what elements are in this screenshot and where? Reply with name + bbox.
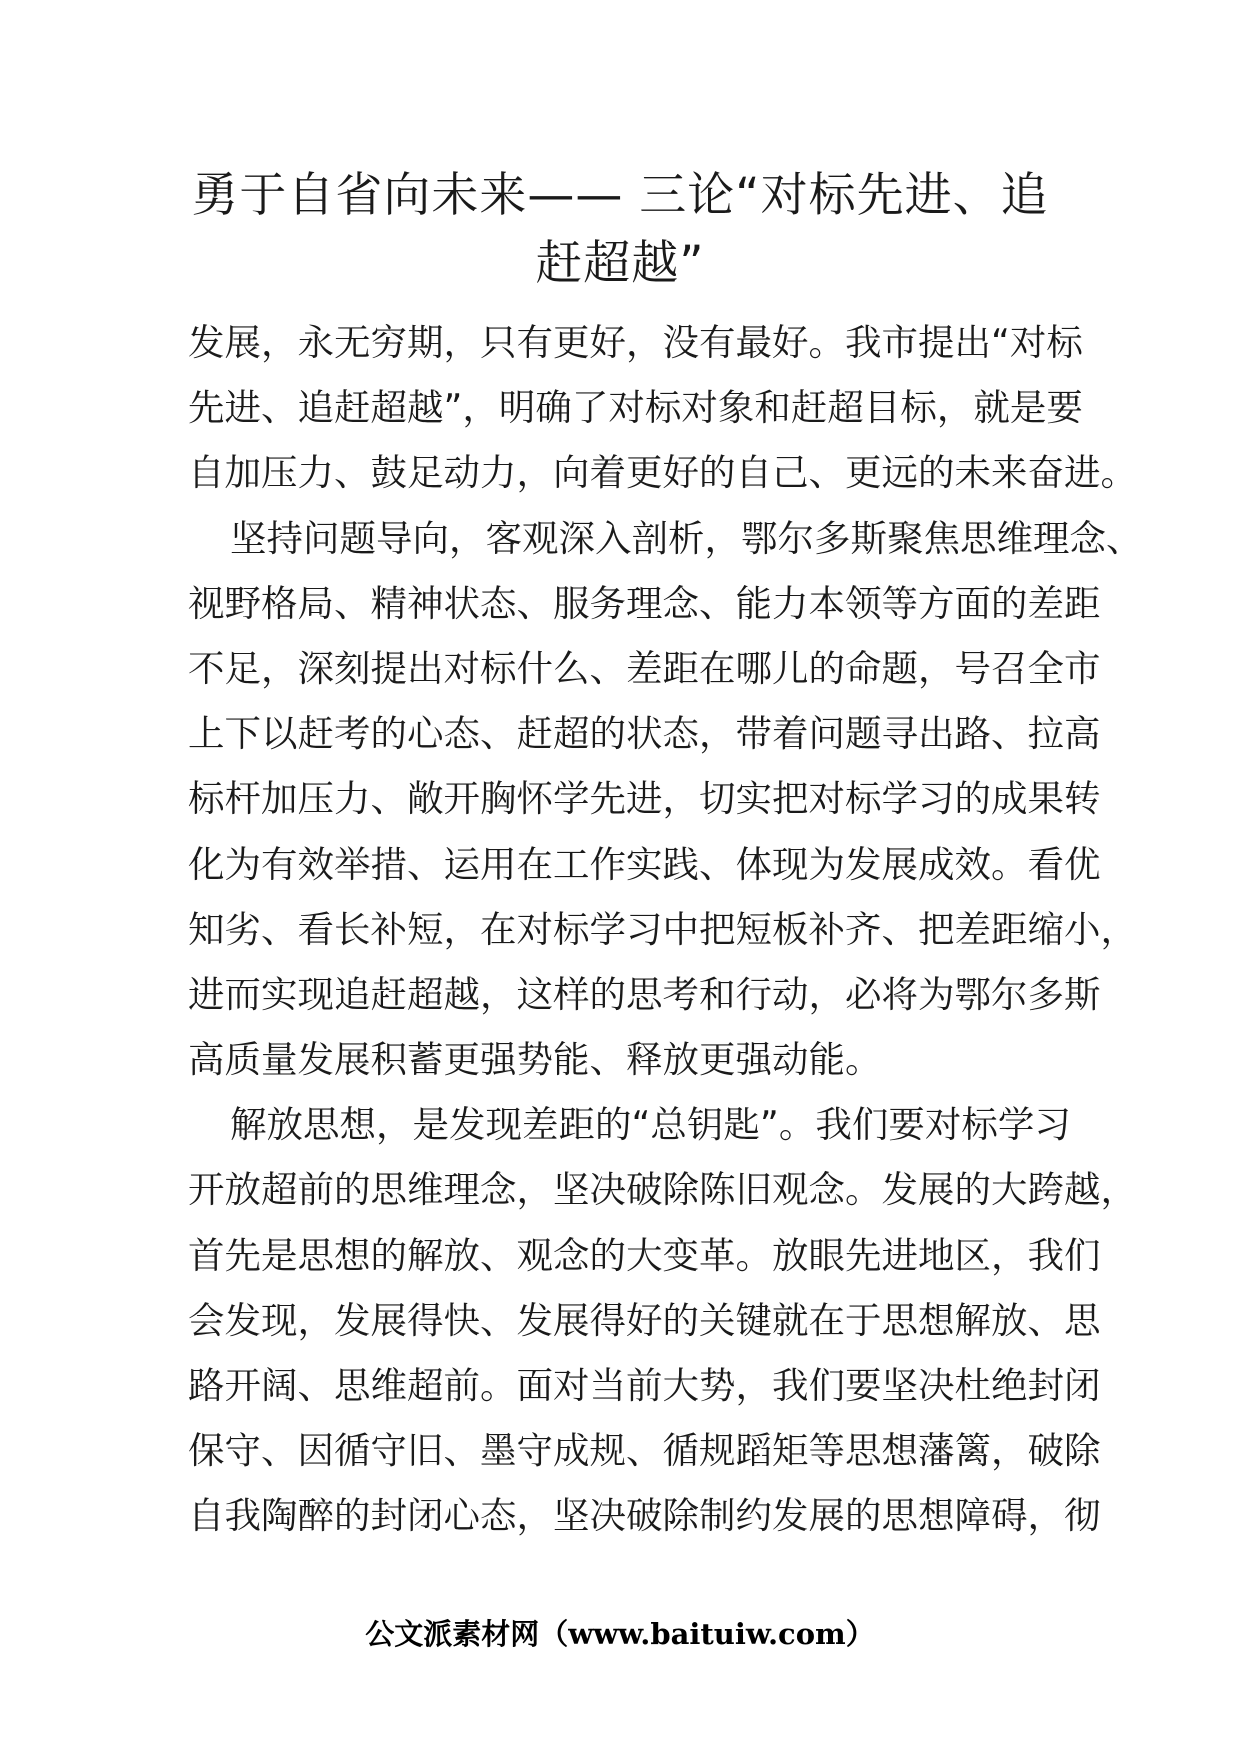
text-line: 标杆加压力、敞开胸怀学先进，切实把对标学习的成果转: [188, 777, 1101, 821]
title-line-1: 勇于自省向未来—— 三论“对标先进、追: [191, 168, 1049, 223]
paragraph-start-line: 解放思想，是发现差距的“总钥匙”。我们要对标学习: [230, 1103, 1071, 1147]
text-line: 首先是思想的解放、观念的大变革。放眼先进地区，我们: [188, 1233, 1101, 1277]
text-line: 化为有效举措、运用在工作实践、体现为发展成效。看优: [188, 842, 1101, 886]
paragraph-start-line: 坚持问题导向，客观深入剖析，鄂尔多斯聚焦思维理念、: [230, 516, 1143, 560]
text-line: 会发现，发展得快、发展得好的关键就在于思想解放、思: [188, 1298, 1101, 1342]
text-line: 先进、追赶超越”，明确了对标对象和赶超目标，就是要: [188, 386, 1083, 430]
text-line: 进而实现追赶超越，这样的思考和行动，必将为鄂尔多斯: [188, 972, 1101, 1016]
title-line-2: 赶超越”: [535, 236, 705, 291]
text-line: 视野格局、精神状态、服务理念、能力本领等方面的差距: [188, 581, 1101, 625]
text-line: 高质量发展积蓄更强势能、释放更强动能。: [188, 1038, 882, 1082]
text-line: 发展，永无穷期，只有更好，没有最好。我市提出“对标: [188, 321, 1083, 364]
text-line: 路开阔、思维超前。面对当前大势，我们要坚决杜绝封闭: [188, 1364, 1101, 1407]
text-line: 不足，深刻提出对标什么、差距在哪儿的命题，号召全市: [188, 646, 1101, 690]
text-line: 开放超前的思维理念，坚决破除陈旧观念。发展的大跨越，: [188, 1168, 1137, 1212]
text-line: 自加压力、鼓足动力，向着更好的自己、更远的未来奋进。: [188, 451, 1137, 495]
document-title: [150, 162, 1090, 298]
text-line: 保守、因循守旧、墨守成规、循规蹈矩等思想藩篱，破除: [188, 1429, 1101, 1473]
text-line: 上下以赶考的心态、赶超的状态，带着问题寻出路、拉高: [188, 712, 1101, 756]
document-body: [188, 310, 1143, 1549]
footer-watermark: 公文派素材网（www.baituiw.com）: [365, 1617, 875, 1651]
text-line: 自我陶醉的封闭心态，坚决破除制约发展的思想障碍，彻: [188, 1494, 1101, 1538]
text-line: 知劣、看长补短，在对标学习中把短板补齐、把差距缩小，: [188, 907, 1137, 951]
